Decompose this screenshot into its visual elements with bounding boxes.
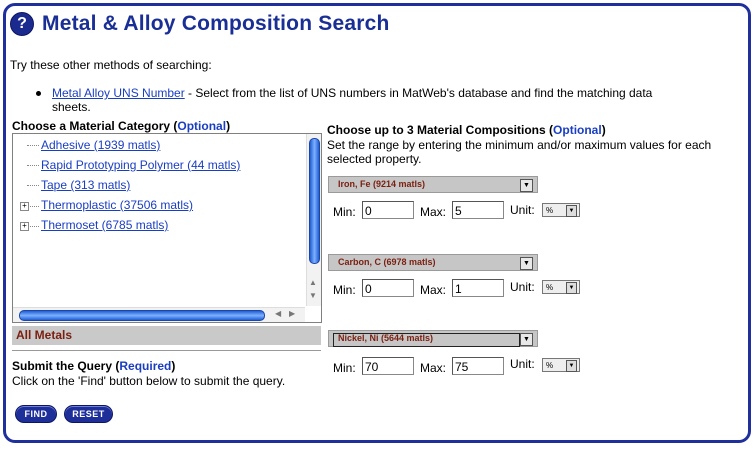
uns-description: - Select from the list of UNS numbers in MatWeb's database and find the matching data sheets. <box>52 86 653 114</box>
tree-item-tape[interactable]: Tape (313 matls) <box>41 178 131 192</box>
compositions-description: Set the range by entering the minimum and/or maximum values for each selected property. <box>327 138 712 166</box>
help-icon[interactable]: ? <box>10 12 34 36</box>
unit-select-3[interactable]: % ▼ <box>542 358 580 372</box>
max-label: Max: <box>420 205 447 219</box>
unit-label: Unit: <box>510 280 535 294</box>
dropdown-arrow-icon[interactable]: ▼ <box>520 257 533 270</box>
min-input-3[interactable]: 70 <box>362 357 414 375</box>
composition-select-3[interactable] <box>328 330 538 347</box>
min-label: Min: <box>333 205 356 219</box>
vertical-scrollbar[interactable] <box>306 134 321 306</box>
uns-bullet <box>36 86 686 114</box>
composition-select-1[interactable] <box>328 176 538 193</box>
category-tree[interactable] <box>12 133 322 323</box>
selected-category[interactable]: All Metals <box>12 326 321 345</box>
dropdown-arrow-icon[interactable]: ▼ <box>566 282 577 294</box>
expand-plus-icon[interactable]: + <box>20 202 29 211</box>
max-input-3[interactable]: 75 <box>452 357 504 375</box>
scroll-up-icon[interactable]: ▲ <box>309 278 317 287</box>
tree-connector <box>30 226 39 227</box>
submit-description: Click on the 'Find' button below to submit the query. <box>12 374 286 388</box>
bullet-icon <box>36 91 41 96</box>
other-methods-text: Try these other methods of searching: <box>10 58 212 72</box>
dropdown-arrow-icon[interactable]: ▼ <box>520 179 533 192</box>
page-title: Metal & Alloy Composition Search <box>42 12 390 35</box>
tree-item-thermoset[interactable]: Thermoset (6785 matls) <box>41 218 169 232</box>
min-input-2[interactable]: 0 <box>362 279 414 297</box>
max-input-1[interactable]: 5 <box>452 201 504 219</box>
submit-heading: Submit the Query (Required) <box>12 359 176 373</box>
dropdown-arrow-icon[interactable]: ▼ <box>566 360 577 372</box>
title-row <box>10 12 390 36</box>
uns-number-link[interactable]: Metal Alloy UNS Number <box>52 86 185 100</box>
max-label: Max: <box>420 361 447 375</box>
max-input-2[interactable]: 1 <box>452 279 504 297</box>
max-label: Max: <box>420 283 447 297</box>
scroll-right-icon[interactable]: ▶ <box>289 309 296 318</box>
scroll-down-icon[interactable]: ▼ <box>309 291 317 300</box>
unit-select-1[interactable]: % ▼ <box>542 203 580 217</box>
vertical-scroll-thumb[interactable] <box>309 138 320 264</box>
composition-select-value: Carbon, C (6978 matls) <box>338 257 436 267</box>
divider <box>12 350 321 351</box>
unit-label: Unit: <box>510 357 535 371</box>
expand-plus-icon[interactable]: + <box>20 222 29 231</box>
unit-select-2[interactable]: % ▼ <box>542 280 580 294</box>
compositions-heading: Choose up to 3 Material Compositions (Optional) <box>327 123 606 137</box>
dropdown-arrow-icon[interactable]: ▼ <box>566 205 577 217</box>
tree-item-thermoplastic[interactable]: Thermoplastic (37506 matls) <box>41 198 194 212</box>
tree-connector <box>27 165 39 166</box>
composition-select-value: Iron, Fe (9214 matls) <box>338 179 426 189</box>
tree-item-adhesive[interactable]: Adhesive (1939 matls) <box>41 138 161 152</box>
tree-connector <box>30 206 39 207</box>
category-heading: Choose a Material Category (Optional) <box>12 119 231 133</box>
required-label: Required <box>119 359 172 373</box>
dropdown-arrow-icon[interactable]: ▼ <box>520 333 533 346</box>
horizontal-scrollbar[interactable] <box>13 307 305 322</box>
reset-button[interactable]: RESET <box>64 405 113 423</box>
tree-item-rapid-prototyping[interactable]: Rapid Prototyping Polymer (44 matls) <box>41 158 241 172</box>
min-label: Min: <box>333 361 356 375</box>
find-button[interactable]: FIND <box>15 405 57 423</box>
horizontal-scroll-thumb[interactable] <box>19 310 265 321</box>
tree-connector <box>27 145 39 146</box>
unit-label: Unit: <box>510 203 535 217</box>
composition-select-value: Nickel, Ni (5644 matls) <box>338 333 434 343</box>
tree-connector <box>27 185 39 186</box>
category-optional-label: Optional <box>177 119 227 133</box>
composition-select-2[interactable] <box>328 254 538 271</box>
scroll-left-icon[interactable]: ◀ <box>275 309 282 318</box>
min-input-1[interactable]: 0 <box>362 201 414 219</box>
min-label: Min: <box>333 283 356 297</box>
compositions-optional-label: Optional <box>553 123 602 137</box>
